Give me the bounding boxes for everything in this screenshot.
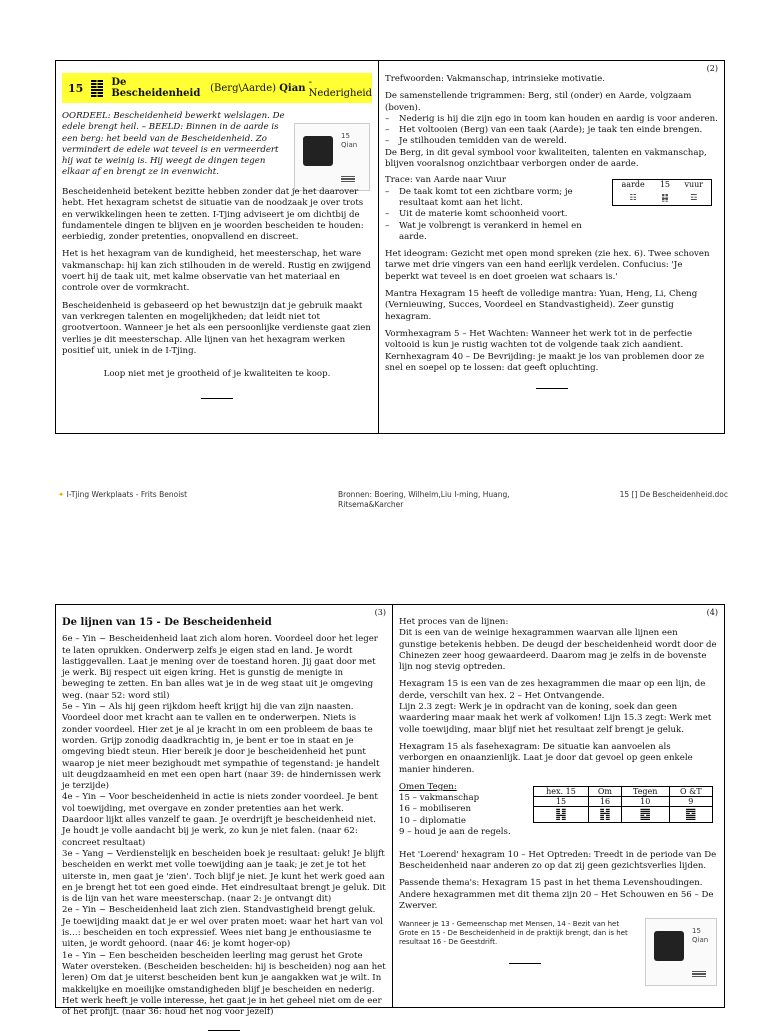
omen-table-header: Om xyxy=(589,786,622,796)
hexagram-icon: ䷈ xyxy=(669,806,712,822)
separator-line xyxy=(536,388,568,389)
trigrams-intro: De samenstellende trigrammen: Berg, stil (onder) en Aarde, volgzaam (boven). xyxy=(385,91,692,113)
trace-table xyxy=(612,179,712,206)
hexagram-seal-image xyxy=(294,123,370,191)
page-3-4 xyxy=(55,604,725,1018)
process-text: Dit is een van de weinige hexagrammen waarvan alle lijnen een gunstige betekenis hebben. De deugd der bescheidenheid wordt door de Chinezen zeer hoog gewaardeerd. Daarom mag je zelfs in de bovenste lijn nog stevig optreden. xyxy=(399,628,717,673)
hexagram-icon: ䷉ xyxy=(621,806,669,822)
body-paragraph: Het is het hexagram van de kundigheid, het meesterschap, het ware vakmanschap: hij kan zich stilhouden in de wereld. Rustig en zwijgend voert hij de taak uit, met kalme observatie van het materiaal en controle over de vormkracht. xyxy=(62,249,371,294)
omen-item: 10 – diplomatie xyxy=(399,815,466,826)
omen-table-header: Tegen xyxy=(621,786,669,796)
trace-from: aarde xyxy=(613,180,654,190)
hexagram-icon: ䷏ xyxy=(589,806,622,822)
page-2 xyxy=(55,60,725,434)
omen-table-cell: 10 xyxy=(621,796,669,806)
omen-item: 16 – mobiliseren xyxy=(399,804,471,815)
omen-item: 15 – vakmanschap xyxy=(399,793,480,804)
trigram-note: De Berg, in dit geval symbool voor kwaliteiten, talenten en vakmanschap, blijven vooralsnog onzichtbaar verborgen onder de aarde. xyxy=(385,147,707,170)
seal-stamp-icon xyxy=(654,931,684,961)
trigram-earth-icon: ☷ xyxy=(613,189,654,206)
motto: Loop niet met je grootheid of je kwaliteiten te koop. xyxy=(103,369,331,380)
omen-table-cell: 16 xyxy=(589,796,622,806)
hexagram-icon xyxy=(91,80,103,97)
trace-title: Trace: van Aarde naar Vuur xyxy=(385,175,506,186)
seal-trigram-icon xyxy=(341,176,355,183)
hexagram-15-icon: ䷎ xyxy=(653,189,676,206)
page-number: (3) xyxy=(374,608,386,617)
footer-sources: Bronnen: Boering, Wilhelm,Liu I-ming, Huang, Ritsema&Karcher xyxy=(338,490,510,509)
omen-table xyxy=(533,786,713,823)
separator-line xyxy=(509,963,541,964)
trigram-fire-icon: ☲ xyxy=(677,189,712,206)
footer-filename: 15 [] De Bescheidenheid.doc xyxy=(619,490,728,499)
line-text: 5e – Yin ~ Als hij geen rijkdom heeft krijgt hij die van zijn naasten. Voordeel door met kracht aan te vallen en te onderwerpen. Niets is zonder voordeel. Hier zet je al je kracht in om een probleem de baas te worden. Grijp zonodig daadkrachtig in, je bent er toe in staat en je omgeving biedt steun. Hier bereik je door je bescheidenheid het punt waarop je niet meer bezighoudt met sympathie of tegenstand: je handelt uit deugdzaamheid en met een open hart (naar 39: de hindernissen werk je terzijde) xyxy=(62,702,381,792)
hexagram-icon: ䷎ xyxy=(534,806,589,822)
seal-trigram-icon xyxy=(692,971,706,978)
hexagram-trigram-pair: (Berg\Aarde) xyxy=(210,82,277,94)
omen-table-cell: 15 xyxy=(534,796,589,806)
line-text: 1e – Yin ~ Een bescheiden bescheiden leerling mag gerust het Grote Water oversteken. (Bescheiden bescheiden: hij is bescheiden) nog aan het leren) Om dat je uiterst bescheiden bent kun je aangakken wat je wilt. In makkelijke en moeilijke omstandigheden blijf je bescheiden en nederig. Het werk heeft je volle interesse, het gaat je in het geheel niet om de eer of het profijt. (naar 36: houd het nog voor jezelf) xyxy=(62,950,386,1018)
zes-hexagrammen-text: Hexagram 15 is een van de zes hexagrammen die maar op een lijn, de derde, verschilt van hex. 2 – Het Ontvangende. xyxy=(399,679,706,701)
hexagram-header xyxy=(62,73,372,103)
omen-item: 9 – houd je aan de regels. xyxy=(399,827,511,838)
trace-hex: 15 xyxy=(653,180,676,190)
seal-stamp-icon xyxy=(303,136,333,166)
omen-table-header: hex. 15 xyxy=(534,786,589,796)
line-text: 6e – Yin ~ Bescheidenheid laat zich alom horen. Voordeel door het leger te laten oprukken. Onderwerp zelfs je eigen stad en land. Je wordt lastiggevallen. Laat je mening over de toestand horen. Jij gaat door met je werk. Bij respect uit eigen kring. Het is gunstig de menigte in beweging te zetten. En ban alles wat je in de weg staat uit je omgeving weg. (naar 52: word stil) xyxy=(62,634,378,701)
list-item: – Wat je volbrengt is verankerd in hemel en aarde. xyxy=(385,220,582,242)
ideogram-text: Het ideogram: Gezicht met open mond spreken (zie hex. 6). Twee schoven tarwe met drie vingers van een hand eerlijk verdelen. Confucius: 'Je beperkt wat teveel is en doet groeien wat schaars is.' xyxy=(385,249,710,282)
seal-number: 15 xyxy=(341,132,350,140)
body-paragraph: Bescheidenheid is gebaseerd op het bewustzijn dat je gebruik maakt van verkregen talenten en mogelijkheden; dat leidt niet tot grootvertoon. Wanneer je het als een persoonlijke verdienste gaat zien verlies je dit meesterschap. Alle lijnen van het hexagram werken positief uit, uniek in de I-Tjing. xyxy=(62,300,371,356)
list-item: – Je stilhouden temidden van de wereld. xyxy=(385,136,567,147)
line-text: 4e – Yin ~ Voor bescheidenheid in actie is niets zonder voordeel. Je bent vol toewijding, met overgave en zonder pretenties aan het werk. Daardoor lijkt alles vanzelf te gaan. Je overdrijft je bescheidenheid niet. Je houdt je volle aandacht bij je werk, zo kun je niet falen. (naar 62: concreet resultaat) xyxy=(62,792,378,848)
separator-line xyxy=(201,398,233,399)
fase-text: Hexagram 15 als fasehexagram: De situatie kan aanvoelen als verborgen en onaanzienlijk. Laat je door dat gevoel op geen enkele manier hinderen. xyxy=(399,741,693,775)
omen-title: Omen Tegen: xyxy=(399,781,457,792)
page-number: (4) xyxy=(706,608,718,617)
trace-to: vuur xyxy=(677,180,712,190)
seal-name: Qian xyxy=(692,936,709,945)
list-item: – Het voltooien (Berg) van een taak (Aarde); je taak ten einde brengen. xyxy=(385,125,703,136)
oordeel-text: OORDEEL: Bescheidenheid bewerkt welslagen. De edele brengt heil. – BEELD: Binnen in de aarde is een berg: het beeld van de Bescheidenheid. Zo vermindert de edele wat teveel is en vermeerdert hij wat te weinig is. Hij weegt de dingen tegen elkaar af en brengt ze in evenwicht. xyxy=(62,111,285,178)
loerend-text: Het 'Loerend' hexagram 10 – Het Optreden: Treedt in de periode van De Bescheidenheid naar anderen zo op dat zij geen gezichtsverlies lijden. xyxy=(399,849,717,872)
list-item: – Nederig is hij die zijn ego in toom kan houden en aardig is voor anderen. xyxy=(385,113,718,124)
line-text: 3e – Yang ~ Verdienstelijk en bescheiden boek je resultaat: geluk! Je blijft bescheiden en werkt met volle toewijding aan je taak; je zet je tot het uiterste in, men gaat je 'zien'. Toch blijf je niet. Je kunt het werk goed aan en je brengt het tot een goed einde. Het eindresultaat brengt je geluk. Dit is de lijn van het ware meesterschap. (naar 2: je ontvangt dit) xyxy=(62,848,386,905)
mantra-text: Mantra Hexagram 15 heeft de volledige mantra: Yuan, Heng, Li, Cheng (Vernieuwing, Succes, Voordeel en Standvastigheid). Zeer gunstig hexagram. xyxy=(385,289,698,322)
hexagram-name: Qian xyxy=(279,82,306,94)
note-text: Wanneer je 13 - Gemeenschap met Mensen, 14 - Bezit van het Grote en 15 - De Bescheidenheid in de praktijk brengt, dan is het resultaat 16 - De Geestdrift. xyxy=(399,920,628,947)
omen-table-header: O &T xyxy=(669,786,712,796)
body-paragraph: Bescheidenheid betekent bezitte hebben zonder dat je het daarover hebt. Het hexagram schetst de situatie van de noodzaak je over trots en verwikkelingen heen te zetten. I-Tjing adviseert je om dichtbij de fundamentele dingen te blijven en je woorden bescheiden te houden: eerbiedig, zonder pretenties, onopvallend en discreet. xyxy=(62,187,364,243)
footer-logo-icon: ✦ xyxy=(58,490,67,499)
page-2-left-column xyxy=(56,61,378,433)
keywords: Trefwoorden: Vakmanschap, intrinsieke motivatie. xyxy=(385,74,605,84)
lijn-text: Lijn 2.3 zegt: Werk je in opdracht van de koning, soek dan geen waardering maar maak het werk af volkomen! Lijn 15.3 zegt: Werk met volle toewijding, maar blijf niet het resultaat zelf brengt je geluk. xyxy=(399,702,712,735)
vorm-text: Vormhexagram 5 – Het Wachten: Wanneer het werk tot in de perfectie voltooid is kun je rustig wachten tot de volgende taak zich aandient. Kernhexagram 40 – De Bevrijding: je maakt je los van problemen door ze snel en soepel op te lossen: dat geeft opluchting. xyxy=(385,328,705,373)
footer-left: I-Tjing Werkplaats - Frits Benoist xyxy=(66,490,188,499)
hexagram-seal-image xyxy=(645,918,717,986)
page-3-column xyxy=(56,605,392,1018)
seal-name: Qian xyxy=(341,141,358,149)
line-text: 2e – Yin ~ Bescheidenheid laat zich zien. Standvastigheid brengt geluk. Je toewijding maakt dat je er wel over praten moet: waar het hart van vol is…: bescheiden en toch expressief. Wees niet bang je enthousiasme te uiten, je wordt gehoord. (naar 46: je komt hoger-op) xyxy=(62,905,383,950)
hexagram-number: 15 xyxy=(68,81,84,95)
omen-table-cell: 9 xyxy=(669,796,712,806)
page-2-right-column xyxy=(379,61,724,433)
seal-number: 15 xyxy=(692,927,701,936)
process-title: Het proces van de lijnen: xyxy=(399,617,509,627)
page-number: (2) xyxy=(706,64,718,73)
hexagram-title: De Bescheidenheid xyxy=(111,77,201,99)
lines-title: De lijnen van 15 - De Bescheidenheid xyxy=(62,617,272,628)
hexagram-subtitle: - Nederigheid xyxy=(308,77,372,99)
list-item: – De taak komt tot een zichtbare vorm; je resultaat komt aan het licht. xyxy=(385,186,573,208)
page-4-column xyxy=(393,605,724,1007)
themas-text: Passende thema's: Hexagram 15 past in het thema Levenshoudingen. Andere hexagrammen met dit thema zijn 20 – Het Schouwen en 56 – De Zwerver. xyxy=(399,878,714,912)
list-item: – Uit de materie komt schoonheid voort. xyxy=(385,209,568,220)
